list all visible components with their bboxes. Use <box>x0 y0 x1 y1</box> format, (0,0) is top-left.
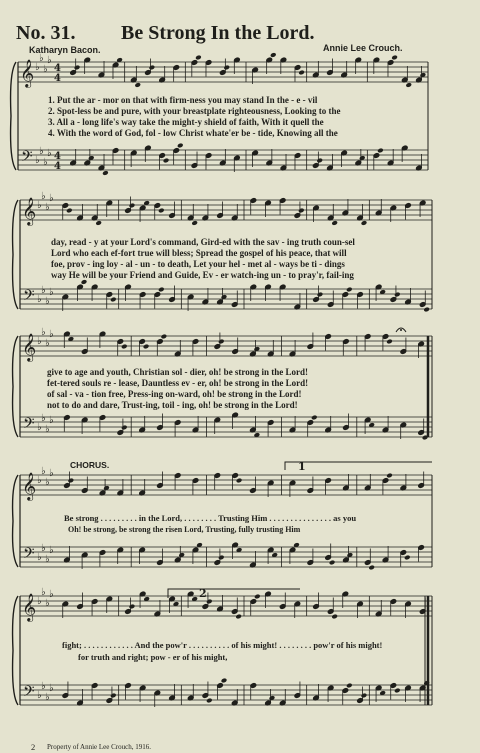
lyric-verse-2: fet-tered souls re - lease, Dauntless ev - er, oh! be strong in the Lord! <box>47 378 309 388</box>
note-head <box>298 70 305 76</box>
flat-icon: ♭ <box>35 155 40 166</box>
flat-icon: ♭ <box>37 596 42 607</box>
flat-icon: ♭ <box>47 148 52 159</box>
lyric-verse-1: day, read - y at your Lord's command, Gird-ed with the sav - ing truth coun-sel <box>51 237 355 247</box>
note-head <box>66 208 73 214</box>
chorus-label: CHORUS. <box>70 460 110 470</box>
note-head <box>149 65 156 71</box>
note-head <box>74 65 81 71</box>
flat-icon: ♭ <box>45 424 50 435</box>
chorus-lyric-line: for truth and right; pow - er of his might, <box>78 652 228 662</box>
note-head <box>218 555 225 561</box>
flat-icon: ♭ <box>37 422 42 433</box>
note-head <box>221 678 228 684</box>
flat-icon: ♭ <box>35 62 40 73</box>
flat-icon: ♭ <box>41 681 46 692</box>
time-signature: 4 <box>54 161 61 172</box>
flat-icon: ♭ <box>45 692 50 703</box>
treble-clef-icon: 𝄞 <box>22 472 37 500</box>
flat-icon: ♭ <box>45 338 50 349</box>
ending-number: 1 <box>298 460 306 473</box>
fermata-icon <box>400 329 402 331</box>
flat-icon: ♭ <box>43 157 48 168</box>
flat-icon: ♭ <box>41 543 46 554</box>
flat-icon: ♭ <box>49 193 54 204</box>
note-head <box>298 208 305 214</box>
note-head <box>95 220 102 226</box>
lyric-verse-4: way He will be your Friend and Guide, Ev - er watch-ing un - to pray'r, fail-ing <box>51 270 354 280</box>
note-head <box>223 65 230 71</box>
lyric-verse-4: not to do and dare, Trust-ing, toil - ing, oh! be strong in the Lord! <box>47 400 298 410</box>
note-head <box>394 292 401 298</box>
lyric-verse-1: 1. Put the ar - mor on that with firm-ness you may stand In the - e - vil <box>48 95 318 105</box>
note-head <box>68 478 75 484</box>
hymn-number: No. 31. <box>16 22 76 44</box>
lyric-verse-2: 2. Spot-less be and pure, with your breastplate righteousness, Looking to the <box>48 106 341 116</box>
note-head <box>270 52 277 58</box>
flat-icon: ♭ <box>49 545 54 556</box>
note-head <box>195 55 202 61</box>
lyricist-credit: Katharyn Bacon. <box>29 45 101 55</box>
chorus-lyric-line: Be strong . . . . . . . . . in the Lord, . . . . . . . . Trusting Him . . . . . . . . . . . . . . . as you <box>64 513 357 523</box>
bass-clef-icon: 𝄢 <box>23 545 35 566</box>
note-head <box>331 220 338 226</box>
chorus-lyric-line: Oh! be strong, be strong the risen Lord, Trusting, fully trusting Him <box>68 525 301 534</box>
note-head <box>361 220 368 226</box>
flat-icon: ♭ <box>49 287 54 298</box>
flat-icon: ♭ <box>37 294 42 305</box>
note-head <box>143 344 150 350</box>
flat-icon: ♭ <box>37 475 42 486</box>
treble-clef-icon: 𝄞 <box>20 59 35 87</box>
flat-icon: ♭ <box>41 285 46 296</box>
ending-bracket <box>285 462 432 470</box>
time-signature: 4 <box>54 73 61 84</box>
system-brace <box>13 200 18 309</box>
bass-clef-icon: 𝄢 <box>23 415 35 436</box>
note-head <box>236 478 243 484</box>
note-head <box>206 698 213 704</box>
flat-icon: ♭ <box>41 587 46 598</box>
lyric-verse-2: Lord who each ef-fort true will bless; Spread the gospel of his peace, that will <box>51 248 347 258</box>
note-head <box>158 287 165 293</box>
ending-number: 2 <box>199 587 207 600</box>
flat-icon: ♭ <box>49 329 54 340</box>
note-head <box>329 560 336 566</box>
flat-icon: ♭ <box>37 336 42 347</box>
note-head <box>110 693 117 699</box>
lyric-verse-3: 3. All a - long life's way take the might-y shield of faith, With it quell the <box>48 117 324 127</box>
note-head <box>316 158 323 164</box>
note-head <box>177 143 184 149</box>
bass-clef-icon: 𝄢 <box>23 683 35 704</box>
treble-clef-icon: 𝄞 <box>22 197 37 225</box>
note-head <box>218 339 225 345</box>
note-head <box>161 334 168 340</box>
system-brace <box>13 475 18 567</box>
note-head <box>368 565 375 571</box>
note-head <box>110 297 117 303</box>
note-head <box>394 688 401 694</box>
flat-icon: ♭ <box>41 191 46 202</box>
note-head <box>377 148 384 154</box>
flat-icon: ♭ <box>41 466 46 477</box>
copyright-notice: Property of Annie Lee Crouch, 1916. <box>47 743 152 751</box>
note-head <box>206 599 213 605</box>
note-head <box>361 693 368 699</box>
note-head <box>121 344 128 350</box>
note-head <box>129 604 136 610</box>
flat-icon: ♭ <box>37 690 42 701</box>
note-head <box>317 292 324 298</box>
note-head <box>391 55 398 61</box>
note-head <box>102 170 109 176</box>
bass-clef-icon: 𝄢 <box>23 287 35 308</box>
flat-icon: ♭ <box>49 683 54 694</box>
system-brace <box>13 336 18 437</box>
flat-icon: ♭ <box>49 589 54 600</box>
flat-icon: ♭ <box>41 327 46 338</box>
flat-icon: ♭ <box>45 598 50 609</box>
note-head <box>134 82 141 88</box>
composer-credit: Annie Lee Crouch. <box>323 43 403 53</box>
note-head <box>386 473 393 479</box>
note-head <box>254 594 261 600</box>
lyric-verse-3: foe, prov - ing loy - al - un - to death, Let your hel - met al - ways be ti - dings <box>51 259 345 269</box>
treble-clef-icon: 𝄞 <box>22 333 37 361</box>
chorus-lyric-line: fight; . . . . . . . . . . . . And the pow'r . . . . . . . . . . of his might! . . . . . . . . pow'r of his might! <box>62 640 383 650</box>
flat-icon: ♭ <box>39 53 44 64</box>
flat-icon: ♭ <box>37 200 42 211</box>
note-head <box>423 307 430 313</box>
note-head <box>405 82 412 88</box>
note-head <box>331 614 338 620</box>
time-signature: 4 <box>54 151 61 162</box>
flat-icon: ♭ <box>45 477 50 488</box>
flat-icon: ♭ <box>49 468 54 479</box>
note-head <box>386 339 393 345</box>
note-head <box>158 208 165 214</box>
flat-icon: ♭ <box>45 296 50 307</box>
note-head <box>346 683 353 689</box>
flat-icon: ♭ <box>47 55 52 66</box>
flat-icon: ♭ <box>39 146 44 157</box>
note-head <box>235 614 242 620</box>
flat-icon: ♭ <box>45 554 50 565</box>
system-brace <box>13 596 18 705</box>
lyric-verse-3: of sal - va - tion free, Press-ing on-ward, oh! be strong in the Lord! <box>47 389 302 399</box>
flat-icon: ♭ <box>43 64 48 75</box>
time-signature: 4 <box>54 63 61 74</box>
bass-clef-icon: 𝄢 <box>21 148 33 169</box>
note-head <box>121 425 128 431</box>
flat-icon: ♭ <box>45 202 50 213</box>
lyric-verse-1: give to age and youth, Christian sol - dier, oh! be strong in the Lord! <box>47 367 309 377</box>
note-head <box>129 203 136 209</box>
note-head <box>311 415 318 421</box>
note-head <box>163 158 170 164</box>
page-number: 2 <box>31 742 36 752</box>
hymn-title: Be Strong In the Lord. <box>121 22 315 44</box>
note-head <box>346 287 353 293</box>
note-head <box>404 555 411 561</box>
system-brace <box>11 62 16 170</box>
flat-icon: ♭ <box>41 413 46 424</box>
flat-icon: ♭ <box>37 552 42 563</box>
lyric-verse-4: 4. With the word of God, fol - low Christ whate'er be - tide, Knowing all the <box>48 128 338 138</box>
treble-clef-icon: 𝄞 <box>22 593 37 621</box>
flat-icon: ♭ <box>49 415 54 426</box>
note-head <box>191 220 198 226</box>
